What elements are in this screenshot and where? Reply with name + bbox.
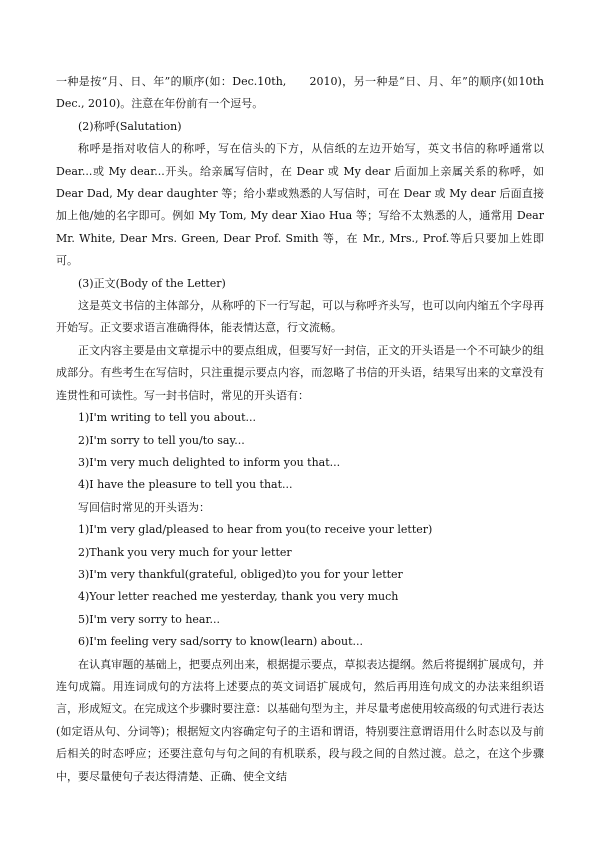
paragraph-body-content: 正文内容主要是由文章提示中的要点组成，但要写好一封信，正文的开头语是一个不可缺少的组成部分。有些考生在写信时，只注重提示要点内容，而忽略了书信的开头语，结果写出来的文章没有连贯性和可读性。写一封书信时，常见的开头语有： xyxy=(56,343,544,402)
heading-salutation: (2)称呼(Salutation) xyxy=(78,119,182,133)
list-item: 5)I'm very sorry to hear... xyxy=(78,612,221,626)
paragraph-salutation: 称呼是指对收信人的称呼，写在信头的下方，从信纸的左边开始写，英文书信的称呼通常以 Dear...或 My dear...开头。给亲属写信时，在 Dear 或 My dear 后面加上亲属关系的称呼，如 Dear Dad, My dear daughter 等；给小辈或熟悉的人写信时，可在 Dear 或 My dear 后面直接加上他/她的名字即可。例如 My Tom, My dear Xiao Hua 等；写给不太熟悉的人，通常用 Dear Mr. White, Dear Mrs. Green, Dear Prof. Smith 等，在 Mr., Mrs., Prof.等后只要加上姓即可。 xyxy=(56,142,544,268)
list-item: 1)I'm writing to tell you about... xyxy=(78,411,256,425)
list-item: 4)Your letter reached me yesterday, thank you very much xyxy=(78,590,399,604)
list-item: 4)I have the pleasure to tell you that... xyxy=(78,478,293,492)
list-item: 3)I'm very much delighted to inform you that... xyxy=(78,455,341,469)
heading-body: (3)正文(Body of the Letter) xyxy=(78,276,226,290)
list-item: 6)I'm feeling very sad/sorry to know(learn) about... xyxy=(78,635,364,649)
list-item: 1)I'm very glad/pleased to hear from you(to receive your letter) xyxy=(78,523,433,537)
reply-openings-heading: 写回信时常见的开头语为： xyxy=(78,500,210,514)
paragraph-body-intro: 这是英文书信的主体部分，从称呼的下一行写起，可以与称呼齐头写，也可以向内缩五个字母再开始写。正文要求语言准确得体，能表情达意，行文流畅。 xyxy=(56,299,544,335)
list-item: 2)Thank you very much for your letter xyxy=(78,545,292,559)
document-body xyxy=(56,71,544,788)
list-item: 2)I'm sorry to tell you/to say... xyxy=(78,433,245,447)
paragraph-writing-steps: 在认真审题的基础上，把要点列出来，根据提示要点，草拟表达提纲。然后将提纲扩展成句，并连句成篇。用连词成句的方法将上述要点的英文词语扩展成句，然后再用连句成文的办法来组织语言，形成短文。在完成这个步骤时要注意：以基础句型为主，并尽量考虑使用较高级的句式进行表达(如定语从句、分词等)；根据短文内容确定句子的主语和谓语，特别要注意谓语用什么时态以及与前后相关的时态呼应；还要注意句与句之间的有机联系，段与段之间的自然过渡。总之，在这个步骤中，要尽量使句子表达得清楚、正确、使全文结 xyxy=(56,657,544,783)
list-item: 3)I'm very thankful(grateful, obliged)to you for your letter xyxy=(78,567,403,581)
paragraph-date-format: 一种是按“月、日、年”的顺序(如：Dec.10th, 2010)，另一种是“日、月、年”的顺序(如10th Dec., 2010)。注意在年份前有一个逗号。 xyxy=(56,75,544,111)
